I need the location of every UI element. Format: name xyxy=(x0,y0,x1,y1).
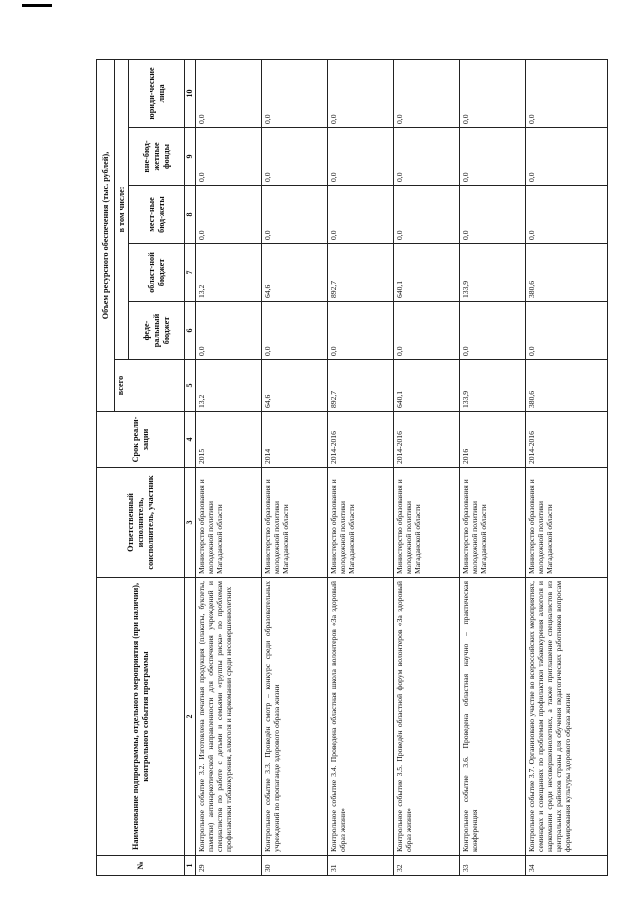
row-num: 29 xyxy=(196,856,262,876)
header-total: всего xyxy=(115,360,185,412)
row-legal: 0,0 xyxy=(460,59,526,127)
rotated-page xyxy=(96,60,576,876)
row-num: 33 xyxy=(460,856,526,876)
header-num: № xyxy=(97,856,185,876)
index-cell: 7 xyxy=(185,244,196,302)
row-extrabudget: 0,0 xyxy=(526,128,608,186)
row-regional: 380,6 xyxy=(526,244,608,302)
index-cell: 1 xyxy=(185,856,196,876)
row-regional: 13,2 xyxy=(196,244,262,302)
row-term: 2014-2016 xyxy=(394,412,460,468)
row-regional: 64,6 xyxy=(262,244,328,302)
row-name: Контрольное событие 3.6. Проведена областная научно – практическая конференция xyxy=(460,578,526,856)
index-cell: 9 xyxy=(185,128,196,186)
row-responsible: Министерство образования и молодежной политики Магаданской области xyxy=(328,468,394,578)
row-term: 2014-2016 xyxy=(328,412,394,468)
table-row xyxy=(262,59,328,875)
header-legal: юриди-ческие лица xyxy=(129,59,185,127)
row-term: 2014-2016 xyxy=(526,412,608,468)
header-term: Срок реали-зации xyxy=(97,412,185,468)
index-cell: 10 xyxy=(185,59,196,127)
table-row xyxy=(328,59,394,875)
row-federal: 0,0 xyxy=(328,302,394,360)
header-federal: феде-ральный бюджет xyxy=(129,302,185,360)
row-name: Контрольное событие 3.2. Изготовлена печатная продукция (плакаты, буклеты, памятки) антинаркотической направленности для обеспечения учреждений и специалистов по работе с детьми и семьями «группы риска» по проблемам профилактики табакокурения, алкоголя и наркомании среди несовершеннолетних xyxy=(196,578,262,856)
row-regional: 892,7 xyxy=(328,244,394,302)
row-name: Контрольное событие 3.5. Проведён областной форум волонтеров «За здоровый образ жизни» xyxy=(394,578,460,856)
row-local: 0,0 xyxy=(196,186,262,244)
row-regional: 133,9 xyxy=(460,244,526,302)
row-responsible: Министерство образования и молодежной политики Магаданской области xyxy=(460,468,526,578)
row-name: Контрольное событие 3.7. Организовано участие во всероссийских мероприятиях, семинарах и совещаниях по проблемам профилактики табакокурения алкоголя и наркомании среди несовершеннолетних, а также приглашение специалистов из центральных районов страны для обучения педагогических работников вопросам формирования культуры здорового образа жизни xyxy=(526,578,608,856)
row-total: 640,1 xyxy=(394,360,460,412)
header-extrabudget: вне-бюд-жетные фонды xyxy=(129,128,185,186)
header-volume: Объем ресурсного обеспечения (тыс. рублей), xyxy=(97,59,115,411)
row-legal: 0,0 xyxy=(262,59,328,127)
row-local: 0,0 xyxy=(526,186,608,244)
row-num: 31 xyxy=(328,856,394,876)
index-cell: 6 xyxy=(185,302,196,360)
row-extrabudget: 0,0 xyxy=(394,128,460,186)
index-cell: 5 xyxy=(185,360,196,412)
row-federal: 0,0 xyxy=(262,302,328,360)
table-row xyxy=(196,59,262,875)
row-federal: 0,0 xyxy=(526,302,608,360)
scan-mark xyxy=(22,4,52,7)
row-total: 13,2 xyxy=(196,360,262,412)
row-local: 0,0 xyxy=(460,186,526,244)
row-responsible: Министерство образования и молодежной политики Магаданской области xyxy=(394,468,460,578)
row-extrabudget: 0,0 xyxy=(328,128,394,186)
row-local: 0,0 xyxy=(394,186,460,244)
resource-table xyxy=(96,59,608,876)
row-total: 892,7 xyxy=(328,360,394,412)
index-cell: 3 xyxy=(185,468,196,578)
row-name: Контрольное событие 3.3. Проведён смотр – конкурс среди образовательных учреждений по пропаганде здорового образа жизни xyxy=(262,578,328,856)
row-legal: 0,0 xyxy=(196,59,262,127)
row-federal: 0,0 xyxy=(460,302,526,360)
header-responsible: Ответственный исполнитель, соисполнитель, участник xyxy=(97,468,185,578)
row-num: 34 xyxy=(526,856,608,876)
table-row xyxy=(394,59,460,875)
index-cell: 8 xyxy=(185,186,196,244)
row-extrabudget: 0,0 xyxy=(196,128,262,186)
row-regional: 640,1 xyxy=(394,244,460,302)
header-including: в том числе: xyxy=(115,59,129,359)
row-federal: 0,0 xyxy=(196,302,262,360)
row-legal: 0,0 xyxy=(328,59,394,127)
index-cell: 2 xyxy=(185,578,196,856)
row-term: 2016 xyxy=(460,412,526,468)
row-responsible: Министерство образования и молодежной политики Магаданской области xyxy=(196,468,262,578)
row-total: 380,6 xyxy=(526,360,608,412)
row-legal: 0,0 xyxy=(394,59,460,127)
row-name: Контрольное событие 3.4. Проведена областная школа волонтеров «За здоровый образ жизни» xyxy=(328,578,394,856)
table-row xyxy=(526,59,608,875)
header-name: Наименование подпрограммы, отдельного мероприятия (при наличии), контрольного события программы xyxy=(97,578,185,856)
row-extrabudget: 0,0 xyxy=(262,128,328,186)
row-local: 0,0 xyxy=(262,186,328,244)
row-extrabudget: 0,0 xyxy=(460,128,526,186)
row-legal: 0,0 xyxy=(526,59,608,127)
row-local: 0,0 xyxy=(328,186,394,244)
row-total: 64,6 xyxy=(262,360,328,412)
table-row xyxy=(460,59,526,875)
row-responsible: Министерство образования и молодежной политики Магаданской области xyxy=(262,468,328,578)
row-term: 2015 xyxy=(196,412,262,468)
header-regional: област-ной бюджет xyxy=(129,244,185,302)
row-term: 2014 xyxy=(262,412,328,468)
index-cell: 4 xyxy=(185,412,196,468)
header-local: мест-ные бюд-жеты xyxy=(129,186,185,244)
row-federal: 0,0 xyxy=(394,302,460,360)
row-responsible: Министерство образования и молодежной политики Магаданской области xyxy=(526,468,608,578)
row-total: 133,9 xyxy=(460,360,526,412)
row-num: 32 xyxy=(394,856,460,876)
row-num: 30 xyxy=(262,856,328,876)
